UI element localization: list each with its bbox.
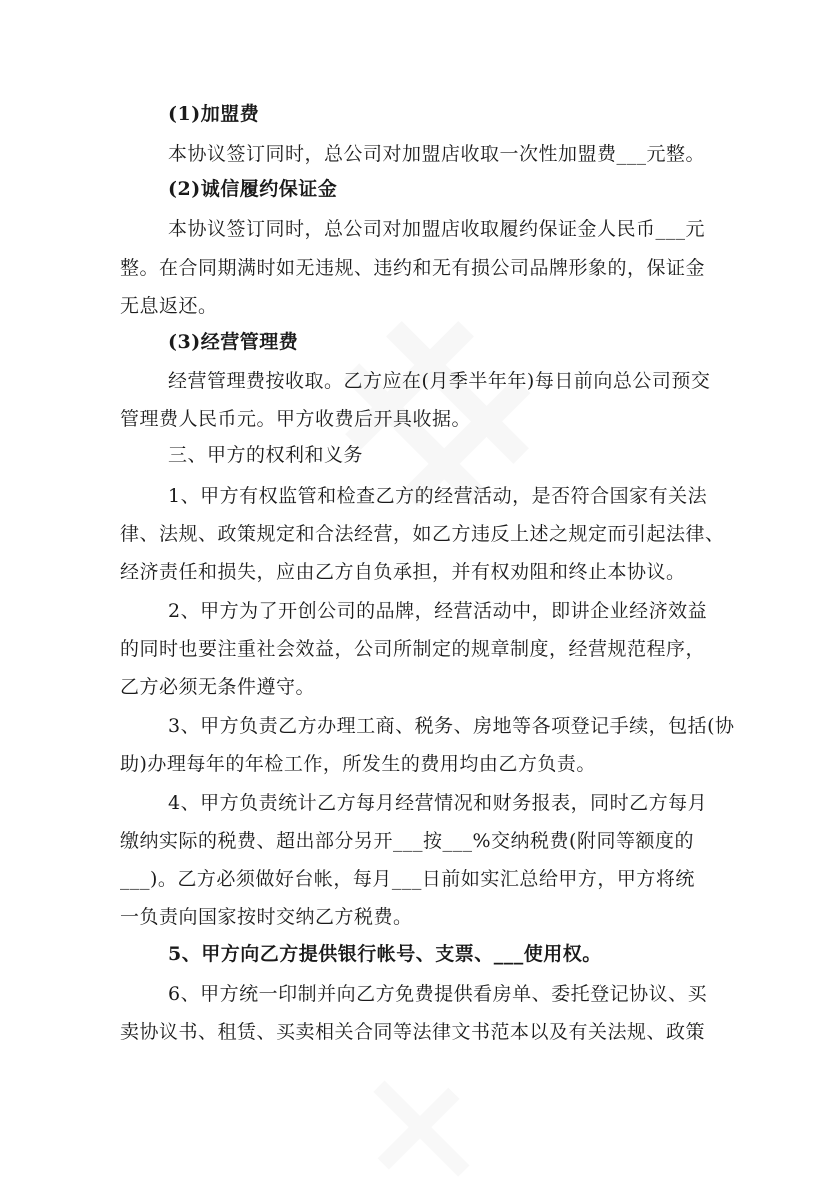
watermark-corner-icon bbox=[320, 1080, 520, 1180]
paragraph-line: 无息返还。 bbox=[120, 295, 218, 317]
section-heading-party-a: 三、甲方的权利和义务 bbox=[168, 444, 364, 466]
paragraph-line: 一负责向国家按时交纳乙方税费。 bbox=[120, 906, 413, 928]
paragraph-line: 1、甲方有权监管和检查乙方的经营活动，是否符合国家有关法 bbox=[168, 485, 708, 507]
paragraph-line: 的同时也要注重社会效益，公司所制定的规章制度，经营规范程序， bbox=[120, 638, 706, 660]
paragraph-line: 2、甲方为了开创公司的品牌，经营活动中，即讲企业经济效益 bbox=[168, 600, 708, 622]
paragraph-line: 律、法规、政策规定和合法经营，如乙方违反上述之规定而引起法律、 bbox=[120, 523, 725, 545]
paragraph-line: 缴纳实际的税费、超出部分另开___按___%交纳税费(附同等额度的 bbox=[120, 830, 694, 852]
heading-deposit: (2)诚信履约保证金 bbox=[168, 178, 338, 200]
paragraph-line: 本协议签订同时，总公司对加盟店收取履约保证金人民币___元 bbox=[168, 218, 706, 240]
paragraph-line: 经济责任和损失，应由乙方自负承担，并有权劝阻和终止本协议。 bbox=[120, 561, 686, 583]
paragraph-line: 3、甲方负责乙方办理工商、税务、房地等各项登记手续，包括(协 bbox=[168, 715, 735, 737]
heading-franchise-fee: (1)加盟费 bbox=[168, 103, 260, 125]
paragraph-line: 卖协议书、租赁、买卖相关合同等法律文书范本以及有关法规、政策 bbox=[120, 1021, 706, 1043]
paragraph-line: 助)办理每年的年检工作，所发生的费用均由乙方负责。 bbox=[120, 753, 596, 775]
paragraph-line: 整。在合同期满时如无违规、违约和无有损公司品牌形象的，保证金 bbox=[120, 257, 706, 279]
paragraph-line: 6、甲方统一印制并向乙方免费提供看房单、委托登记协议、买 bbox=[168, 983, 708, 1005]
heading-management-fee: (3)经营管理费 bbox=[168, 331, 299, 353]
paragraph-line: 经营管理费按收取。乙方应在(月季半年年)每日前向总公司预交 bbox=[168, 370, 711, 392]
paragraph-line: 乙方必须无条件遵守。 bbox=[120, 676, 316, 698]
paragraph-line: 本协议签订同时，总公司对加盟店收取一次性加盟费___元整。 bbox=[168, 143, 706, 165]
paragraph-line: 4、甲方负责统计乙方每月经营情况和财务报表，同时乙方每月 bbox=[168, 792, 708, 814]
paragraph-line: 管理费人民币元。甲方收费后开具收据。 bbox=[120, 408, 472, 430]
paragraph-line: ___)。乙方必须做好台帐，每月___日前如实汇总给甲方，甲方将统 bbox=[120, 868, 695, 890]
item-bank-account: 5、甲方向乙方提供银行帐号、支票、___使用权。 bbox=[168, 943, 602, 965]
